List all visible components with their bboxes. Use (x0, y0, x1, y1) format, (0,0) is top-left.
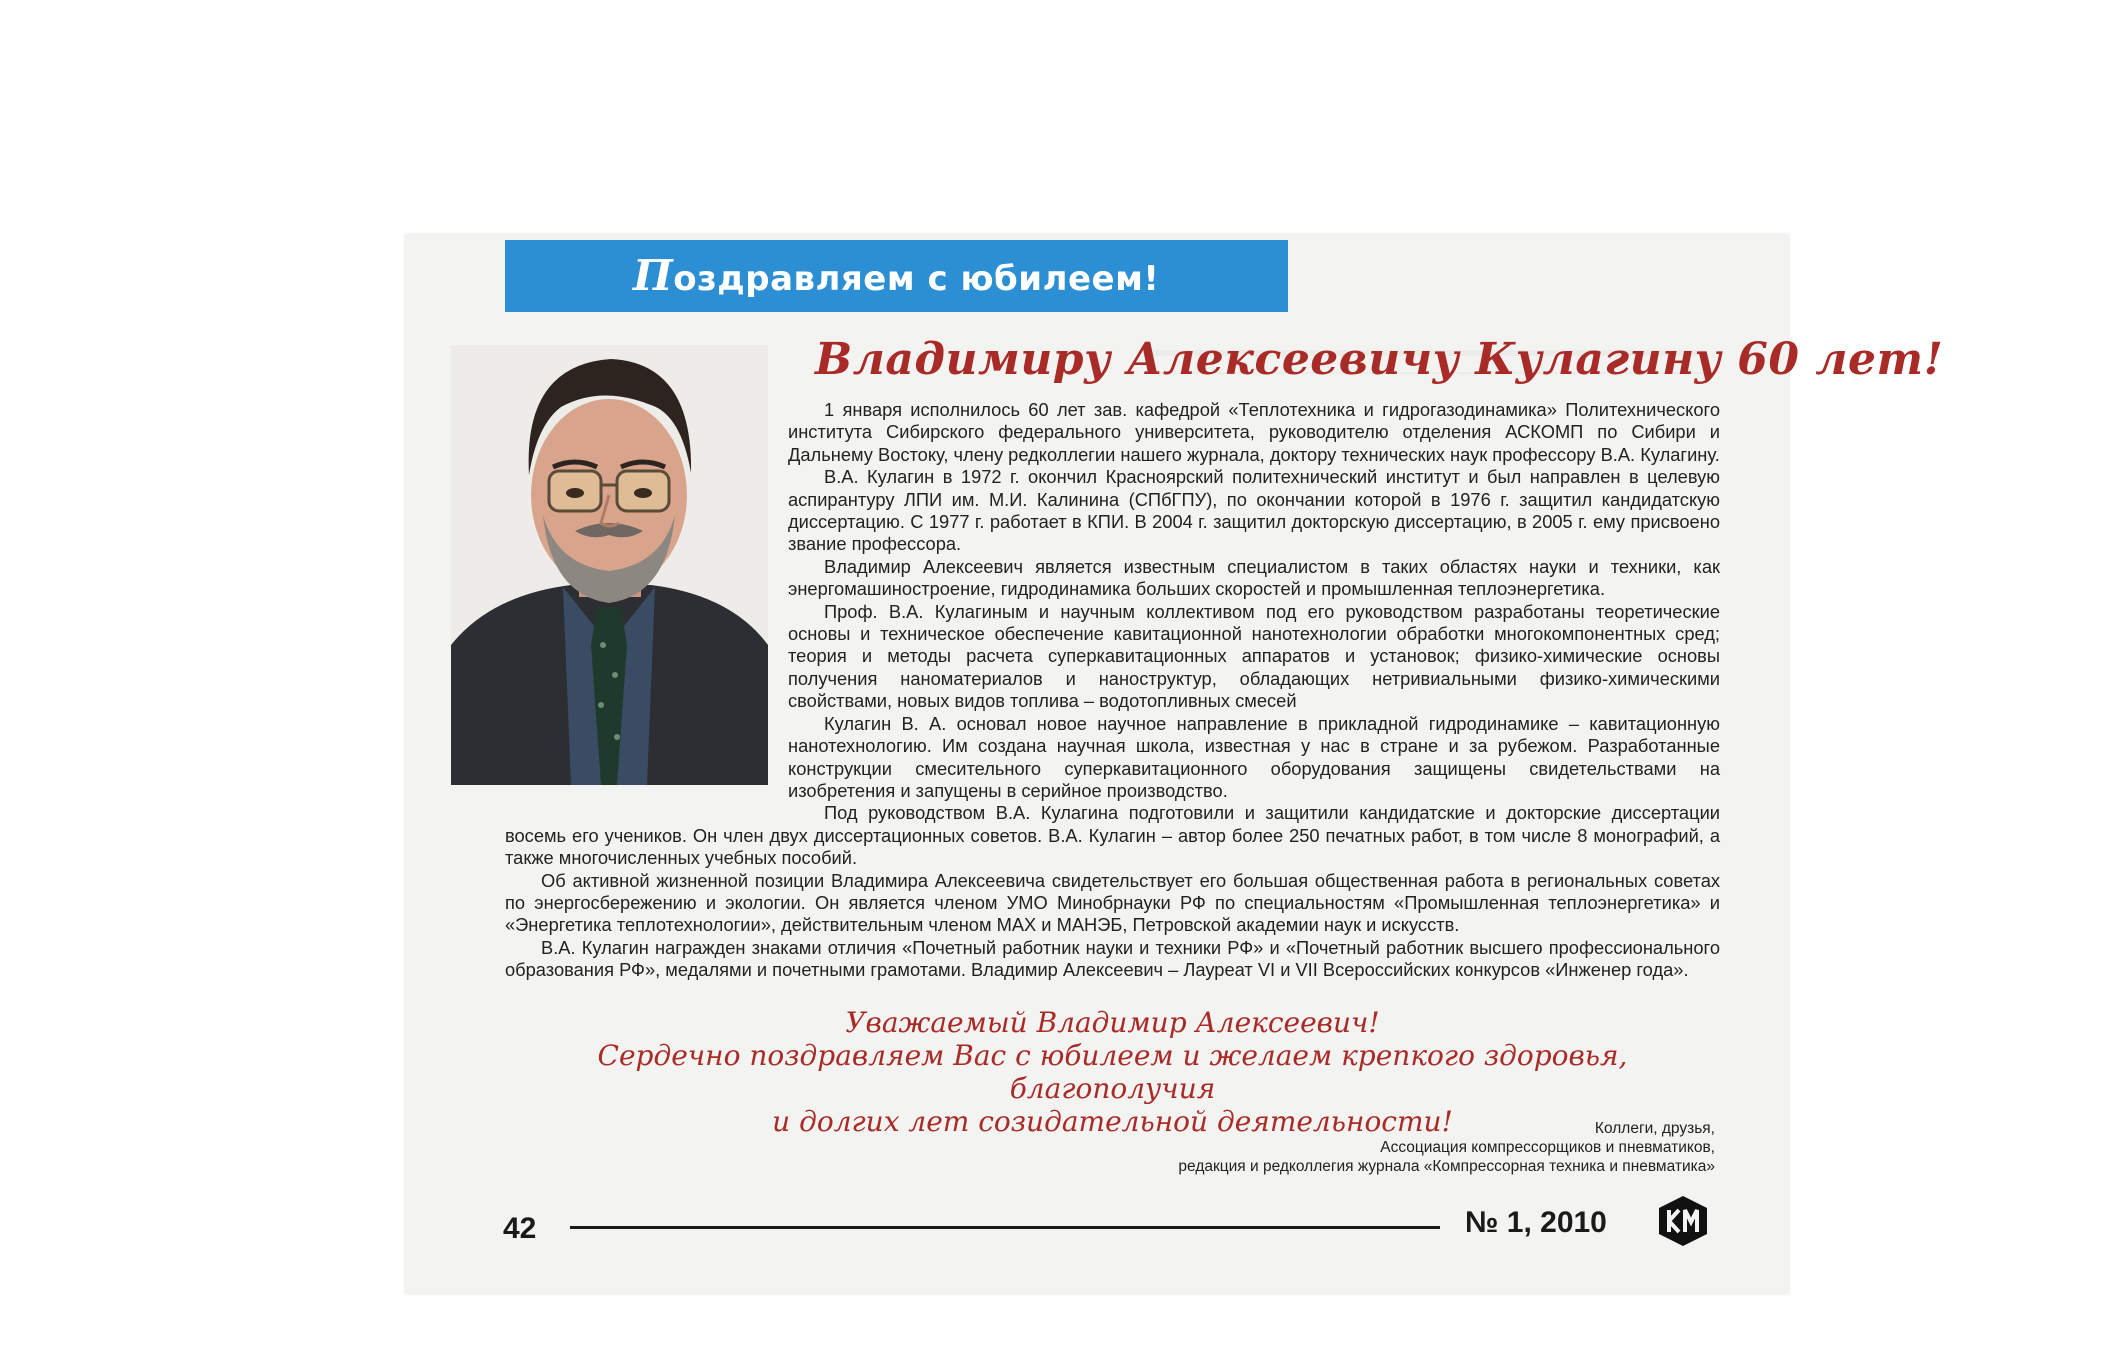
signature-line-2: Ассоциация компрессорщиков и пневматиков, (1380, 1139, 1715, 1156)
paragraph-5: Кулагин В. А. основал новое научное направление в прикладной гидродинамике – кавитационную нанотехнологию. Им создана научная школа, известная у нас в стране и за рубежом. Разработанные конструкции смесительного суперкавитационного оборудования защищены свидетельствами на изобретения и запущены в серийное производство. (788, 712, 1720, 801)
paragraph-1: 1 января исполнилось 60 лет зав. кафедрой «Теплотехника и гидрогазодинамика» Политехнического института Сибирского федерального университета, руководителю отделения АСКОМП по Сибири и Дальнему Востоку, члену редколлегии нашего журнала, доктору технических наук профессору В.А. Кулагину. (788, 399, 1720, 465)
paragraph-2: В.А. Кулагин в 1972 г. окончил Красноярский политехнический институт и был направлен в целевую аспирантуру ЛПИ им. М.И. Калинина (СПбГПУ), по окончании которой в 1976 г. защитил кандидатскую диссертацию. С 1977 г. работает в КПИ. В 2004 г. защитил докторскую диссертацию, в 2005 г. ему присвоено звание профессора. (788, 466, 1720, 555)
signature-line-3: редакция и редколлегия журнала «Компрессорная техника и пневматика» (1178, 1158, 1715, 1175)
greeting-line-2: Сердечно поздравляем Вас с юбилеем и желаем крепкого здоровья, благополучия (597, 1039, 1628, 1105)
greeting-line-1: Уважаемый Владимир Алексеевич! (845, 1006, 1380, 1039)
paragraph-4: Проф. В.А. Кулагиным и научным коллективом под его руководством разработаны теоретические основы и техническое обеспечение кавитационной нанотехнологии обработки многокомпонентных сред; теория и методы расчета суперкавитационных аппаратов и установок; физико-химические основы получения наноматериалов и наноструктур, обладающих нетривиальными физико-химическими свойствами, новых видов топлива – водотопливных смесей (788, 600, 1720, 712)
signature-block (1178, 1119, 1715, 1176)
section-banner (505, 240, 1288, 312)
magazine-page (405, 234, 1944, 1294)
photo-spacer (505, 399, 788, 819)
banner-initial: П (633, 251, 674, 300)
paragraph-3: Владимир Алексеевич является известным специалистом в таких областях науки и техники, как энергомашиностроение, гидродинамика больших скоростей и промышленная теплоэнергетика. (788, 555, 1720, 600)
page-number: 42 (503, 1212, 537, 1245)
article-body (505, 399, 1720, 982)
journal-logo-icon (1655, 1194, 1711, 1248)
footer-rule (570, 1226, 1440, 1229)
paragraph-6: Под руководством В.А. Кулагина подготовили и защитили кандидатские и докторские диссертации восемь его учеников. Он член двух диссертационных советов. В.А. Кулагин – автор более 250 печатных работ, в том числе 8 монографий, а также многочисленных учебных пособий. (505, 802, 1720, 869)
signature-line-1: Коллеги, друзья, (1594, 1120, 1715, 1137)
banner-title: оздравляем с юбилеем! (673, 259, 1160, 299)
issue-number: № 1, 2010 (1465, 1206, 1607, 1239)
article-headline: Владимиру Алексеевичу Кулагину 60 лет! (815, 334, 1944, 385)
paragraph-8: В.А. Кулагин награжден знаками отличия «Почетный работник науки и техники РФ» и «Почетный работник высшего профессионального образования РФ», медалями и почетными грамотами. Владимир Алексеевич – Лауреат VI и VII Всероссийских конкурсов «Инженер года». (505, 936, 1720, 981)
greeting-line-3: и долгих лет созидательной деятельности! (772, 1105, 1453, 1138)
paragraph-7: Об активной жизненной позиции Владимира Алексеевича свидетельствует его большая общественная работа в региональных советах по энергосбережению и экологии. Он является членом УМО Минобрнауки РФ по специальностям «Промышленная теплоэнергетика» и «Энергетика теплотехнологии», действительным членом МАХ и МАНЭБ, Петровской академии наук и искусств. (505, 869, 1720, 936)
